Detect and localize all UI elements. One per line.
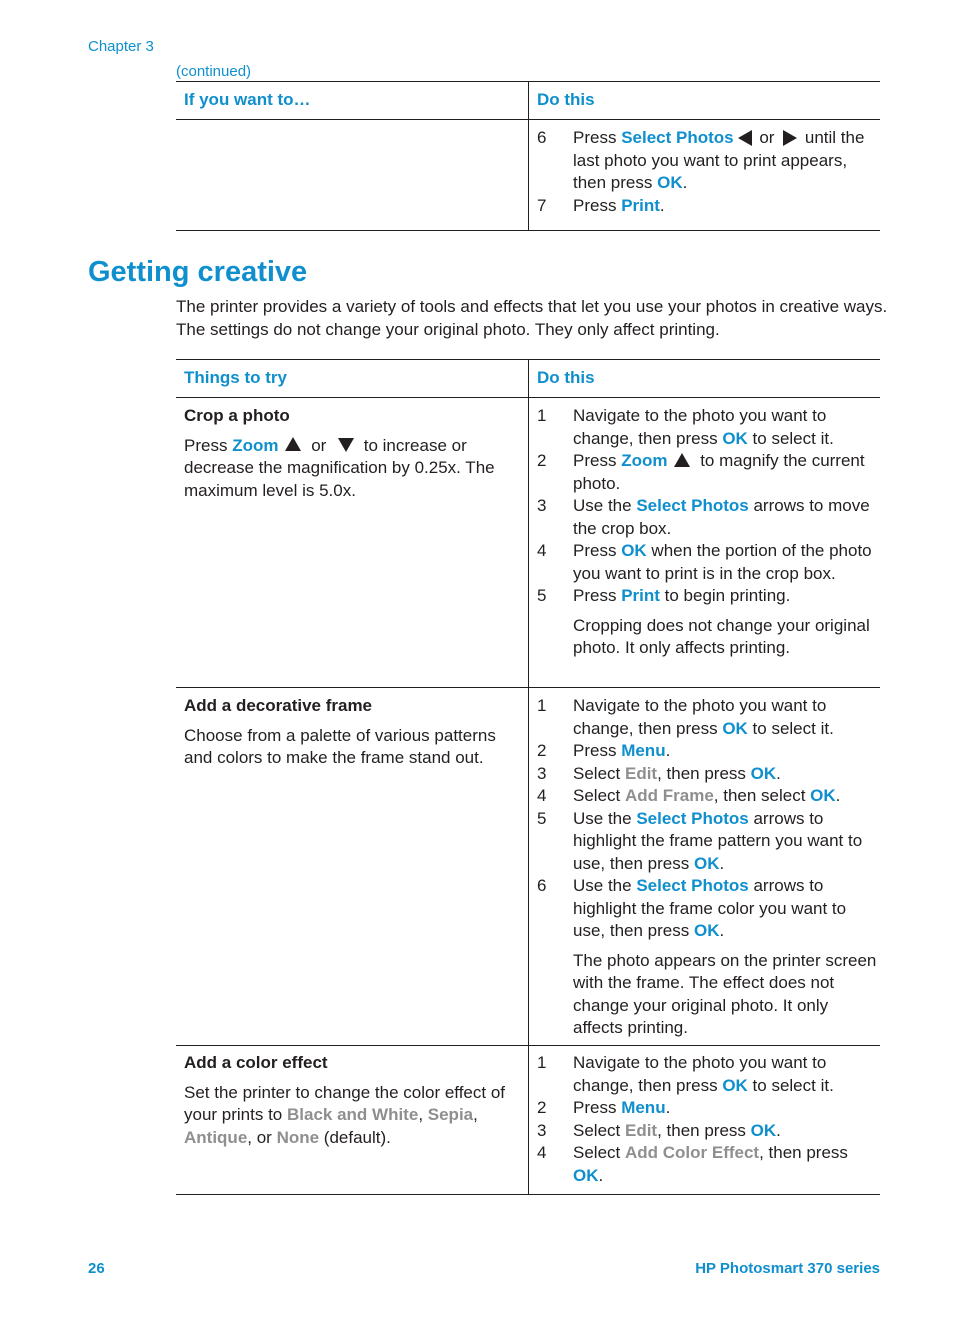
table-rule: [176, 1045, 880, 1046]
section-intro: The printer provides a variety of tools and effects that let you use your photos in creative ways. The settings do not change your original photo. They only affect printing.: [176, 297, 888, 339]
list-item: 1 Navigate to the photo you want to change, then press OK to select it.: [537, 406, 834, 448]
table-header-do-this: Do this: [537, 368, 595, 387]
decorative-frame-description: Add a decorative frame Choose from a palette of various patterns and colors to make the frame stand out.: [184, 695, 519, 770]
table-rule: [176, 687, 880, 688]
table-header-do-this: Do this: [537, 90, 595, 109]
table-header-things-to-try: Things to try: [184, 368, 287, 387]
color-effect-steps: [537, 1052, 877, 1187]
list-item: 4 Select Add Color Effect, then press OK.: [537, 1143, 848, 1185]
list-item: 4 Press OK when the portion of the photo you want to print is in the crop box.: [537, 541, 872, 583]
list-item: 4 Select Add Frame, then select OK.: [537, 786, 841, 805]
row-note: Cropping does not change your original photo. It only affects printing.: [573, 615, 870, 657]
row-note: The photo appears on the printer screen with the frame. The effect does not change your original photo. It only affects printing.: [573, 950, 877, 1037]
up-arrow-icon: [285, 437, 301, 451]
crop-photo-steps: [537, 405, 877, 660]
list-item: 2 Press Menu.: [537, 1098, 671, 1117]
list-item: 6 Use the Select Photos arrows to highlight the frame color you want to use, then press OK.: [537, 876, 847, 940]
color-effect-description: Add a color effect Set the printer to change the color effect of your prints to Black and White, Sepia, Antique, or None (default).: [184, 1052, 519, 1149]
table-rule: [176, 1194, 880, 1195]
table-rule: [176, 230, 880, 231]
list-item: 7 Press Print.: [537, 195, 665, 215]
page-number: 26: [88, 1260, 105, 1277]
list-item: 2 Press Menu.: [537, 741, 671, 760]
table-header-if-you-want: If you want to…: [184, 90, 311, 109]
crop-photo-description: Crop a photo Press Zoom or to increase or decrease the magnification by 0.25x. The maximum level is 5.0x.: [184, 405, 519, 502]
left-arrow-icon: [738, 130, 752, 146]
section-title: Getting creative: [88, 256, 308, 288]
list-item: 3 Use the Select Photos arrows to move the crop box.: [537, 496, 870, 538]
row-title: Crop a photo: [184, 406, 290, 425]
product-name: HP Photosmart 370 series: [695, 1260, 880, 1277]
table-column-divider: [528, 359, 529, 1195]
list-item: 5 Use the Select Photos arrows to highlight the frame pattern you want to use, then press OK.: [537, 808, 863, 873]
list-item: 2 Press Zoom to magnify the current photo.: [537, 451, 865, 493]
down-arrow-icon: [338, 438, 354, 452]
chapter-label: Chapter 3: [88, 38, 154, 55]
up-arrow-icon: [674, 453, 690, 467]
list-item: 1 Navigate to the photo you want to change, then press OK to select it.: [537, 1053, 834, 1095]
list-item: 6 Press Select Photos or until the last photo you want to print appears, then press OK.: [537, 128, 865, 192]
right-arrow-icon: [783, 130, 797, 146]
row-title: Add a decorative frame: [184, 696, 373, 715]
list-item: 5 Press Print to begin printing.: [537, 586, 791, 605]
table-column-divider: [528, 81, 529, 231]
step-list: [537, 127, 877, 217]
list-item: 3 Select Edit, then press OK.: [537, 763, 781, 783]
row-title: Add a color effect: [184, 1053, 328, 1072]
decorative-frame-steps: [537, 695, 877, 1040]
continued-label: (continued): [176, 63, 252, 80]
list-item: 1 Navigate to the photo you want to change, then press OK to select it.: [537, 696, 834, 738]
list-item: 3 Select Edit, then press OK.: [537, 1120, 781, 1140]
